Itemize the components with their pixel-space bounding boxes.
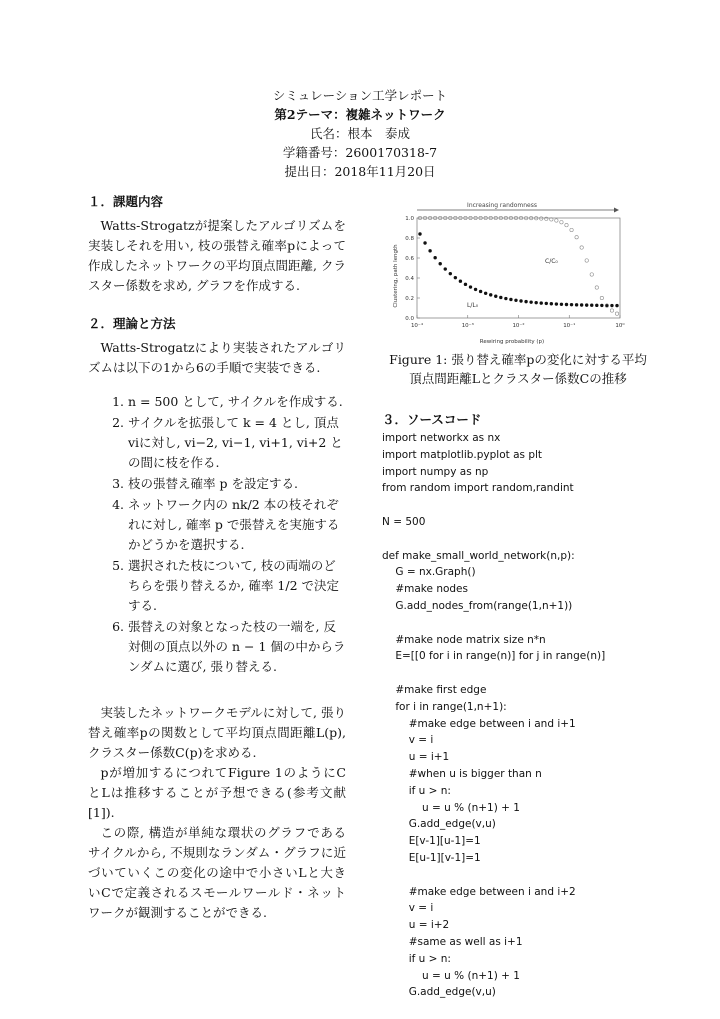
- l-data-point: [449, 272, 452, 275]
- section1-body: Watts-Strogatzが提案したアルゴリズムを実装しそれを用い, 枝の張替え確率pによって作成したネットワークの平均頂点間距離, クラスター係数を求め, グラフを作成する.: [88, 218, 346, 293]
- l-data-point: [433, 256, 436, 259]
- l-data-point: [439, 262, 442, 265]
- c-data-point: [595, 286, 598, 289]
- l-data-point: [585, 303, 588, 306]
- figure-caption: [382, 350, 654, 388]
- l-data-point: [494, 295, 497, 298]
- l-data-point: [610, 304, 613, 307]
- section2-title: ２．理論と方法: [88, 316, 176, 331]
- l-data-point: [499, 296, 502, 299]
- author-name: 氏名：根本 泰成: [309, 126, 410, 141]
- section2-intro: Watts-Strogatzにより実装されたアルゴリズムは以下の1から6の手順で実装できる.: [88, 340, 346, 375]
- small-world-figure: [392, 196, 642, 346]
- step-item: 2. サイクルを拡張して k = 4 とし, 頂点 viに対し, vi−2, vi−1, vi+1, vi+2 との間に枝を作る.: [128, 413, 346, 473]
- l-data-point: [555, 302, 558, 305]
- l-data-point: [509, 298, 512, 301]
- l-data-point: [560, 303, 563, 306]
- source-code: import networkx as nx import matplotlib.pyplot as plt import numpy as np from random import random,randint N = 500 def make_small_world_network(n,p): G = nx.Graph() #make nodes G.add_nodes_from(range(1,n+1)) #make node matrix size n*n E=[[0 for i in range(n)] for j in range(n)] #make first edge for i in range(1,n+1): #make edge between i and i+1 v = i u = i+1 #when u is bigger than n if u > n: u = u % (n+1) + 1 G.add_edge(v,u) E[v-1][u-1]=1 E[u-1][v-1]=1 #make edge between i and i+2 v = i u = i+2 #same as well as i+1 if u > n: u = u % (n+1) + 1 G.add_edge(v,u): [382, 432, 606, 999]
- l-data-point: [590, 304, 593, 307]
- c-data-point: [540, 217, 543, 220]
- c-data-point: [570, 228, 573, 231]
- l-data-point: [575, 303, 578, 306]
- step-item: 4. ネットワーク内の nk/2 本の枝それぞれに対し, 確率 p で張替えを実施するかどうかを選択する.: [128, 495, 346, 555]
- x-axis-label: Rewiring probability (p): [479, 339, 545, 345]
- c-curve-label: C/C₀: [545, 258, 558, 265]
- step-item: 1. n = 500 として, サイクルを作成する.: [128, 392, 346, 412]
- y-tick-label: 0.4: [405, 276, 414, 282]
- l-data-point: [459, 280, 462, 283]
- x-tick-label: 10⁻¹: [563, 323, 576, 329]
- caption-line: 頂点間距離Lとクラスター係数Cの推移: [409, 371, 627, 386]
- right-column: [382, 196, 654, 1001]
- c-data-point: [560, 221, 563, 224]
- randomness-label: Increasing randomness: [467, 202, 537, 209]
- l-curve-label: L/L₀: [467, 302, 479, 309]
- l-data-point: [418, 232, 421, 235]
- report-header: [0, 86, 720, 181]
- left-column: [88, 192, 346, 923]
- y-tick-label: 1.0: [405, 216, 414, 222]
- c-data-point: [590, 273, 593, 276]
- l-data-point: [484, 292, 487, 295]
- submission-date: 提出日：2018年11月20日: [284, 164, 436, 179]
- x-tick-label: 10⁻²: [512, 323, 525, 329]
- figure-marks: [418, 216, 618, 315]
- x-tick-label: 10⁰: [615, 323, 625, 329]
- figure-axes: [405, 216, 625, 329]
- step-item: 6. 張替えの対象となった枝の一端を, 反対側の頂点以外の n − 1 個の中からランダムに選び, 張り替える.: [128, 617, 346, 677]
- c-data-point: [545, 217, 548, 220]
- report-title: シミュレーション工学レポート: [272, 88, 448, 103]
- l-data-point: [423, 241, 426, 244]
- l-data-point: [469, 285, 472, 288]
- l-data-point: [540, 301, 543, 304]
- c-data-point: [565, 223, 568, 226]
- c-data-point: [615, 312, 618, 315]
- paragraph-model: 実装したネットワークモデルに対して, 張り替え確率pの関数として平均頂点間距離L(p), クラスター係数C(p)を求める.: [88, 705, 346, 760]
- l-data-point: [474, 288, 477, 291]
- l-data-point: [489, 293, 492, 296]
- step-item: 3. 枝の張替え確率 p を設定する.: [128, 474, 346, 494]
- l-data-point: [524, 300, 527, 303]
- c-data-point: [585, 259, 588, 262]
- l-data-point: [595, 304, 598, 307]
- l-data-point: [504, 297, 507, 300]
- c-data-point: [580, 246, 583, 249]
- paragraph-expectation: pが増加するにつれてFigure 1のようにCとLは推移することが予想できる(参考文献[1]).: [88, 765, 346, 820]
- y-tick-label: 0.0: [405, 316, 414, 322]
- l-data-point: [600, 304, 603, 307]
- l-data-point: [550, 302, 553, 305]
- l-data-point: [479, 290, 482, 293]
- c-data-point: [610, 309, 613, 312]
- y-tick-label: 0.6: [405, 256, 414, 262]
- randomness-arrow-head: [614, 208, 619, 213]
- x-tick-label: 10⁻³: [461, 323, 474, 329]
- l-data-point: [444, 267, 447, 270]
- l-data-point: [545, 302, 548, 305]
- l-data-point: [464, 283, 467, 286]
- algorithm-steps: [88, 392, 346, 677]
- student-id: 学籍番号：2600170318-7: [282, 145, 438, 160]
- l-data-point: [428, 249, 431, 252]
- step-item: 5. 選択された枝について, 枝の両端のどちらを張り替えるか, 確率 1/2 で決定する.: [128, 556, 346, 616]
- l-data-point: [570, 303, 573, 306]
- l-data-point: [534, 301, 537, 304]
- l-data-point: [580, 303, 583, 306]
- y-tick-label: 0.2: [405, 296, 414, 302]
- l-data-point: [565, 303, 568, 306]
- l-data-point: [615, 304, 618, 307]
- c-data-point: [575, 236, 578, 239]
- c-data-point: [555, 219, 558, 222]
- y-tick-label: 0.8: [405, 236, 414, 242]
- c-data-point: [600, 296, 603, 299]
- l-data-point: [454, 276, 457, 279]
- y-axis-label: Clustering, path length: [393, 244, 399, 308]
- paragraph-small-world: この際, 構造が単純な環状のグラフであるサイクルから, 不規則なランダム・グラフに近づいていくこの変化の途中で小さいLと大きいCで定義されるスモールワールド・ネットワークが観測することができる.: [88, 825, 346, 920]
- l-data-point: [529, 300, 532, 303]
- section1-title: １．課題内容: [88, 194, 164, 209]
- l-data-point: [519, 299, 522, 302]
- plot-frame: [417, 218, 620, 318]
- x-tick-label: 10⁻⁴: [410, 323, 424, 329]
- caption-line: Figure 1: 張り替え確率pの変化に対する平均: [389, 352, 647, 367]
- theme-title: 第2テーマ：複雑ネットワーク: [274, 107, 446, 122]
- section3-title: ３．ソースコード: [382, 412, 482, 427]
- l-data-point: [514, 299, 517, 302]
